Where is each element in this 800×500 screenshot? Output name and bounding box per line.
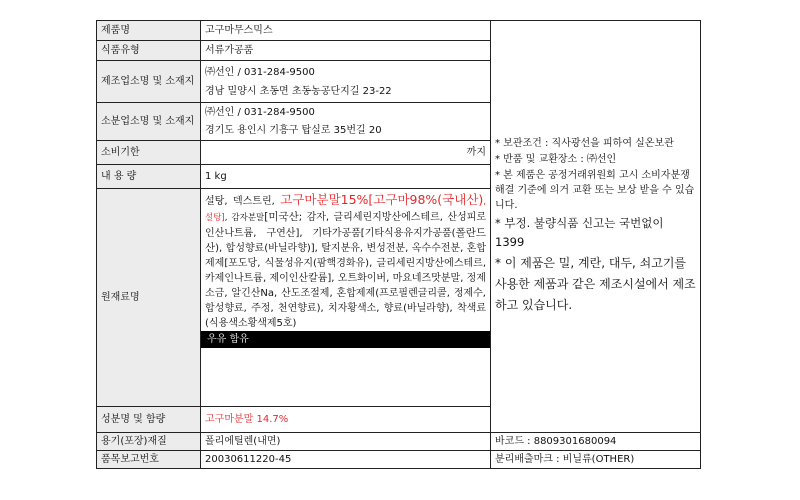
recycle-mark: 분리배출마크 : 비닐류(OTHER) — [491, 451, 701, 469]
ingredients-origin-pl: 폴란드산 — [205, 227, 486, 254]
ingredients-part4: , 감자분말 — [224, 213, 265, 223]
volume-label: 내 용 량 — [97, 165, 201, 189]
subdivider-line1: ㈜선인 / 031-284-9500 — [205, 107, 315, 118]
expiry-label: 소비기한 — [97, 141, 201, 165]
ingredients-part6: ; 감자, 글리세린지방산에스테르, 산성피로인산나트륨, 구연산], 기타가공품[기타식용유지가공품( — [205, 212, 487, 239]
report-no-value: 20030611220-45 — [201, 451, 491, 469]
packaging-label: 용기(포장)재질 — [97, 433, 201, 451]
food-type-value: 서류가공품 — [201, 41, 491, 61]
ingredients-text — [205, 190, 486, 331]
note-report: * 부정. 불량식품 신고는 국번없이 1399 — [495, 216, 664, 249]
manufacturer-line1: ㈜선인 / 031-284-9500 — [205, 66, 315, 78]
subdivider-label: 소분업소명 및 소재지 — [97, 103, 201, 141]
manufacturer-line2: 경남 밀양시 초동면 초동농공단지길 23-22 — [205, 85, 392, 97]
note-compensation: * 본 제품은 공정거래위원회 고시 소비자분쟁해결 기준에 의거 교환 또는 보상 받을 수 있습니다. — [495, 170, 695, 211]
ingredients-part1: 설탕, 덱스트린, — [205, 196, 281, 207]
ingredients-sweet-potato: 고구마분말15%[고구마98%(국내산) — [280, 192, 484, 207]
packaging-value: 폴리에틸렌(내면) — [201, 433, 491, 451]
ingredients-part8: ), 합성향료(바닐라향)], 탈지분유, 변성전분, 옥수수전분, 혼합제제[포도당, 식물성유지(팜핵경화유), 글리세린지방산에스테르, 카제인나트륨, 제이인산칼륨], 오트화이버, 마요네즈맛분말, 정제소금, 알긴산Na, 산도조절제, 혼합제제(프로필렌글리콜, 정제수, 합성향료, 주정, 천연향료), 치자황색소, 향료(바닐라향), 착색료(식용색소황색제5호) — [205, 243, 486, 329]
composition-value: 고구마분말 14.7% — [201, 407, 491, 433]
note-return: * 반품 및 교환장소 : ㈜선인 — [495, 154, 617, 165]
report-no-label: 품목보고번호 — [97, 451, 201, 469]
manufacturer-value — [201, 61, 491, 103]
milk-allergen-bar: 우유 함유 — [201, 331, 490, 348]
subdivider-value — [201, 103, 491, 141]
composition-label: 성분명 및 함량 — [97, 407, 201, 433]
barcode-cell: 바코드 : 8809301680094 — [491, 433, 701, 451]
product-name-value: 고구마무스믹스 — [201, 21, 491, 41]
ingredients-value — [201, 189, 491, 407]
note-storage: * 보관조건 : 직사광선을 피하여 실온보관 — [495, 138, 674, 149]
food-label-table — [96, 20, 701, 469]
ingredients-label: 원재료명 — [97, 189, 201, 407]
expiry-value: 까지 — [201, 141, 491, 165]
subdivider-line2: 경기도 용인시 기흥구 탑실로 35번길 20 — [205, 125, 382, 136]
food-type-label: 식품유형 — [97, 41, 201, 61]
notes-cell — [491, 21, 701, 433]
manufacturer-label: 제조업소명 및 소재지 — [97, 61, 201, 103]
ingredients-origin-us: [미국산 — [264, 211, 299, 223]
ingredients-sugar: , 설탕] — [205, 197, 486, 223]
product-name-label: 제품명 — [97, 21, 201, 41]
note-allergen: * 이 제품은 밀, 계란, 대두, 쇠고기를 사용한 제품과 같은 제조시설에서 제조하고 있습니다. — [495, 256, 696, 312]
volume-value: 1 kg — [201, 165, 491, 189]
